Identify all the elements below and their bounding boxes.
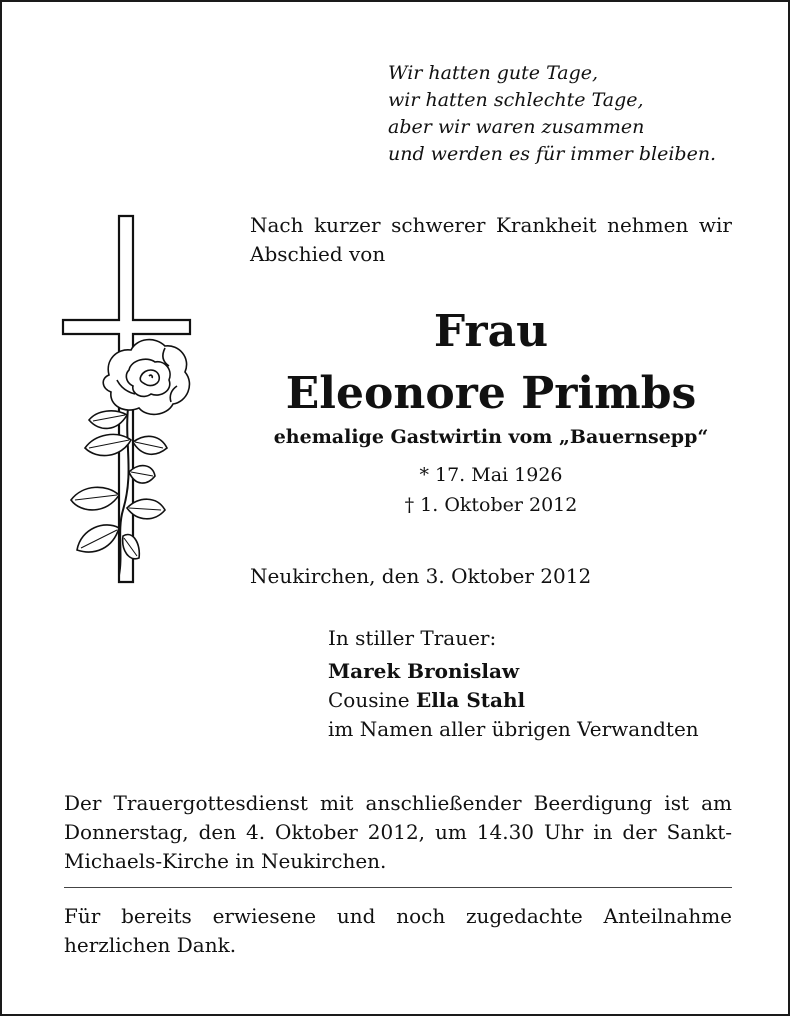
deceased-name: Eleonore Primbs — [285, 368, 697, 419]
deceased-title: Frau — [433, 306, 549, 357]
intro-text: Nach kurzer schwerer Krankheit nehmen wir Abschied von — [250, 213, 732, 266]
cross-with-rose-icon — [57, 210, 197, 590]
thanks-text: Für bereits erwiesene und noch zugedachte Anteilnahme herzlichen Dank. — [64, 904, 732, 957]
death-date: † 1. Oktober 2012 — [404, 494, 578, 516]
poem-line: wir hatten schlechte Tage, — [388, 89, 644, 111]
deceased-occupation: ehemalige Gastwirtin vom „Bauernsepp“ — [273, 426, 709, 448]
mourners — [328, 624, 748, 744]
service-info: Der Trauergottesdienst mit anschließender Beerdigung ist am Donnerstag, den 4. Oktober 2012, um 14.30 Uhr in der Sankt-Michaels-Kirche in Neukirchen. — [64, 791, 732, 873]
mourners-others: im Namen aller übrigen Verwandten — [328, 717, 699, 741]
place-date: Neukirchen, den 3. Oktober 2012 — [250, 564, 592, 588]
cousin-name: Ella Stahl — [415, 688, 526, 712]
mourner-cousin — [328, 686, 748, 715]
cousin-prefix: Cousine — [328, 688, 410, 712]
birth-date: * 17. Mai 1926 — [419, 464, 563, 486]
mourner-primary: Marek Bronislaw — [328, 659, 520, 683]
poem — [388, 60, 748, 168]
divider — [64, 887, 732, 888]
poem-line: Wir hatten gute Tage, — [388, 62, 599, 84]
mourners-heading: In stiller Trauer: — [328, 626, 497, 650]
poem-line: aber wir waren zusammen — [388, 116, 645, 138]
poem-line: und werden es für immer bleiben. — [388, 143, 717, 165]
